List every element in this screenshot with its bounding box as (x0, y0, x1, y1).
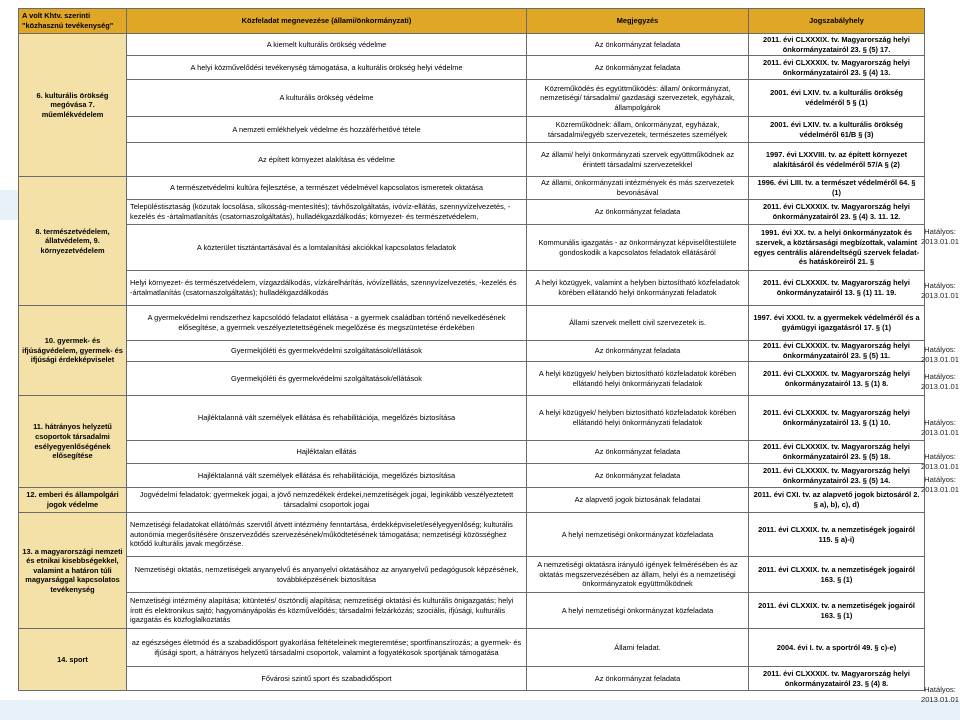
table-row (19, 513, 925, 557)
note-cell: Közreműködnek: állam, önkormányzat, egyházak, társadalmi/egyéb szervezetek, természetes személyek (527, 117, 749, 143)
note-cell: Az önkormányzat feladata (527, 341, 749, 362)
table-row (19, 306, 925, 341)
note-cell: A helyi közügyek/ helyben biztosítható közfeladatok körében ellátandó helyi önkormányzati feladatok (527, 396, 749, 441)
note-cell: Állami feladat. (527, 629, 749, 667)
note-cell: A helyi nemzetiségi önkormányzat közfeladata (527, 513, 749, 557)
effective-date-note: Hatályos: 2013.01.01 (920, 685, 959, 704)
note-cell: A helyi nemzetiségi önkormányzat közfeladata (527, 593, 749, 629)
law-cell: 2011. évi CXI. tv. az alapvető jogok biztosáról 2. § a), b), c), d) (749, 488, 925, 513)
note-cell: Állami szervek mellett civil szervezetek is. (527, 306, 749, 341)
task-cell: Nemzetiségi intézmény alapítása; kitüntetés/ ösztöndíj alapítása; nemzetiségi oktatási és kulturális önigazgatás; helyi írott és elektronikus sajtó; hagyományápolás és közművelődés; társadalmi felzárkózás; szociális, ifjúsági, kulturális igazgatás és közfoglalkoztatás (127, 593, 527, 629)
task-cell: Hajléktalanná vált személyek ellátása és rehabilitációja, megelőzés biztosítása (127, 464, 527, 488)
law-cell: 2011. évi CLXXXIX. tv. Magyarország helyi önkormányzatairól 13. § (1) 8. (749, 362, 925, 396)
effective-date-note: Hatályos: 2013.01.01 (920, 452, 959, 471)
column-header-legal-basis: Jogszabályhely (749, 9, 925, 34)
task-cell: Nemzetiségi oktatás, nemzetiségek anyanyelvű és anyanyelvi oktatásához az anyanyelvű pedagógusok képzésének, továbbképzésének biztosítása (127, 557, 527, 593)
law-cell: 2011. évi CLXXIX. tv. a nemzetiségek jogairól 115. § a)-i) (749, 513, 925, 557)
task-cell: az egészséges életmód és a szabadidősport gyakorlása feltételeinek megteremtése; sportfinanszírozás; a gyermek- és ifjúsági sport, a hátrányos helyzetű társadalmi csoportok, valamint a fogyatékosok sportjának támogatása (127, 629, 527, 667)
law-cell: 2004. évi I. tv. a sportról 49. § c)-e) (749, 629, 925, 667)
column-header-note: Megjegyzés (527, 9, 749, 34)
table-row (19, 271, 925, 306)
note-cell: A helyi közügyek/ helyben biztosítható közfeladatok körében ellátandó helyi önkormányzati feladatok (527, 362, 749, 396)
table-row (19, 396, 925, 441)
task-cell: A nemzeti emlékhelyek védelme és hozzáférhetővé tétele (127, 117, 527, 143)
public-duties-table (18, 8, 925, 691)
table-row (19, 225, 925, 271)
task-cell: Gyermekjóléti és gyermekvédelmi szolgáltatások/ellátások (127, 362, 527, 396)
note-cell: Kommunális igazgatás - az önkormányzat képviselőtestülete gondoskodik a kapcsolatos feladatok ellátásáról (527, 225, 749, 271)
table-header-row (19, 9, 925, 34)
category-cell-sport: 14. sport (19, 629, 127, 691)
category-cell-rights: 12. emberi és állampolgári jogok védelme (19, 488, 127, 513)
task-cell: A gyermekvédelmi rendszerhez kapcsolódó feladatot ellátása - a gyermek családban történő nevelkedésének elősegítése, a gyermek veszélyeztetettségének megelőzése és megszüntetése érdekében (127, 306, 527, 341)
task-cell: Településtisztaság (közutak locsolása, síkosság-mentesítés); távhőszolgáltatás, ivóvíz-ellátás, szennyvízelvezetés, -kezelés és -ártalmatlanítás (csatornaszolgáltatás), hulladékgazdálkodás; környezet- és természetvédelem, (127, 200, 527, 225)
effective-date-note: Hatályos: 2013.01.01 (920, 475, 959, 494)
table-row (19, 56, 925, 80)
law-cell: 2011. évi CLXXXIX. tv. Magyarország helyi önkormányzatairól 23. § (4) 3. 11. 12. (749, 200, 925, 225)
law-cell: 2011. évi CLXXIX. tv. a nemzetiségek jogairól 163. § (1) (749, 593, 925, 629)
note-cell: Közreműködés és együttműködés: állam/ önkormányzat, nemzetiségi/ társadalmi/ gazdasági szervezetek, egyházak, állampolgárok (527, 80, 749, 117)
law-cell: 2011. évi CLXXXIX. tv. Magyarország helyi önkormányzatairól 23. § (5) 14. (749, 464, 925, 488)
table-row (19, 200, 925, 225)
table-row (19, 362, 925, 396)
task-cell: Hajléktalanná vált személyek ellátása és rehabilitációja, megelőzés biztosítása (127, 396, 527, 441)
law-cell: 1997. évi XXXI. tv. a gyermekek védelméről és a gyámügyi igazgatásról 17. § (1) (749, 306, 925, 341)
note-cell: A nemzetiségi oktatásra irányuló igények felmérésében és az oktatás megszervezésében az állam, helyi és a nemzetiségi önkormányzatok együttműködnek (527, 557, 749, 593)
effective-date-note: Hatályos: 2013.01.01 (920, 372, 959, 391)
task-cell: Fővárosi szintű sport és szabadidősport (127, 667, 527, 691)
task-cell: A közterület tisztántartásával és a lomtalanítási akciókkal kapcsolatos feladatok (127, 225, 527, 271)
law-cell: 1991. évi XX. tv. a helyi önkormányzatok és szervek, a köztársasági megbízottak, valamint egyes centrális alárendeltségű szervek feladat- és hatásköreiről 21. § (749, 225, 925, 271)
law-cell: 2011. évi CLXXIX. tv. a nemzetiségek jogairól 163. § (1) (749, 557, 925, 593)
law-cell: 1997. évi LXXVIII. tv. az épített környezet alakításáról és védelméről 57/A § (2) (749, 143, 925, 177)
law-cell: 2011. évi CLXXXIX. tv. Magyarország helyi önkormányzatairól 13. § (1) 10. (749, 396, 925, 441)
note-cell: Az önkormányzat feladata (527, 441, 749, 464)
task-cell: Hajléktalan ellátás (127, 441, 527, 464)
table-row (19, 629, 925, 667)
table-row (19, 441, 925, 464)
law-cell: 2011. évi CLXXXIX. tv. Magyarország helyi önkormányzatairól 23. § (5) 18. (749, 441, 925, 464)
task-cell: A természetvédelmi kultúra fejlesztése, a természet védelmével kapcsolatos ismeretek oktatása (127, 177, 527, 200)
background-stripe-bottom (0, 700, 960, 720)
table-row (19, 117, 925, 143)
note-cell: Az alapvető jogok biztosának feladatai (527, 488, 749, 513)
task-cell: Az épített környezet alakítása és védelme (127, 143, 527, 177)
category-cell-minorities: 13. a magyarországi nemzeti és etnikai kisebbségekkel, valamint a határon túli magyarsággal kapcsolatos tevékenység (19, 513, 127, 629)
task-cell: Helyi környezet- és természetvédelem, vízgazdálkodás, vízkárelhárítás, ivóvízellátás, szennyvízelvezetés, -kezelés és -ártalmatlanítás (csatornaszolgáltatás); hulladékgazdálkodás (127, 271, 527, 306)
law-cell: 2011. évi CLXXXIX. tv. Magyarország helyi önkormányzatairól 23. § (4) 8. (749, 667, 925, 691)
table-row (19, 80, 925, 117)
effective-date-note: Hatályos: 2013.01.01 (920, 281, 959, 300)
table-row (19, 667, 925, 691)
column-header-task: Közfeladat megnevezése (állami/önkormányzati) (127, 9, 527, 34)
table-row (19, 143, 925, 177)
note-cell: Az állami, önkormányzati intézmények és más szervezetek bevonásával (527, 177, 749, 200)
law-cell: 2011. évi CLXXXIX. tv. Magyarország helyi önkormányzatairól 23. § (5) 11. (749, 341, 925, 362)
note-cell: Az önkormányzat feladata (527, 667, 749, 691)
law-cell: 2001. évi LXIV. tv. a kulturális örökség védelméről 5 § (1) (749, 80, 925, 117)
duties-table-wrapper (18, 8, 924, 691)
note-cell: Az önkormányzat feladata (527, 200, 749, 225)
table-row (19, 488, 925, 513)
task-cell: A kulturális örökség védelme (127, 80, 527, 117)
law-cell: 2011. évi CLXXXIX. tv. Magyarország helyi önkormányzatairól 23. § (5) 17. (749, 34, 925, 56)
category-cell-environment: 8. természetvédelem, állatvédelem, 9. környezetvédelem (19, 177, 127, 306)
task-cell: A helyi közművelődési tevékenység támogatása, a kulturális örökség helyi védelme (127, 56, 527, 80)
table-row (19, 34, 925, 56)
law-cell: 1996. évi LIII. tv. a természet védelméről 64. § (1) (749, 177, 925, 200)
background-stripe-top (0, 190, 18, 220)
effective-date-note: Hatályos: 2013.01.01 (920, 418, 959, 437)
law-cell: 2011. évi CLXXXIX. tv. Magyarország helyi önkormányzatairól 23. § (4) 13. (749, 56, 925, 80)
category-cell-culture: 6. kulturális örökség megóvása 7. műemlékvédelem (19, 34, 127, 177)
table-row (19, 177, 925, 200)
table-row (19, 341, 925, 362)
effective-date-note: Hatályos: 2013.01.01 (920, 227, 959, 246)
table-row (19, 464, 925, 488)
table-row (19, 593, 925, 629)
note-cell: A helyi közügyek, valamint a helyben biztosítható közfeladatok körében ellátandó helyi önkormányzati feladatok (527, 271, 749, 306)
table-row (19, 557, 925, 593)
task-cell: Nemzetiségi feladatokat ellátó/más szervtől átvett intézmény fenntartása, érdekképviselet/esélyegyenlőség; kulturális autonómia megerősítésére önszerveződés szervezésének/működtetésének támogatása; nemzetiségi közösséghez kötődő kulturális javak megőrzése. (127, 513, 527, 557)
note-cell: Az állami/ helyi önkormányzati szervek együttműködnek az érintett társadalmi szervezetekkel (527, 143, 749, 177)
note-cell: Az önkormányzat feladata (527, 464, 749, 488)
note-cell: Az önkormányzat feladata (527, 56, 749, 80)
category-cell-equal-opportunity: 11. hátrányos helyzetű csoportok társadalmi esélyegyenlőségének elősegítése (19, 396, 127, 488)
effective-date-note: Hatályos: 2013.01.01 (920, 345, 959, 364)
law-cell: 2011. évi CLXXXIX. tv. Magyarország helyi önkormányzatairól 13. § (1) 11. 19. (749, 271, 925, 306)
note-cell: Az önkormányzat feladata (527, 34, 749, 56)
task-cell: Gyermekjóléti és gyermekvédelmi szolgáltatások/ellátások (127, 341, 527, 362)
column-header-former-activity: A volt Khtv. szerinti "közhasznú tevékenység" (19, 9, 127, 34)
task-cell: Jogvédelmi feladatok: gyermekek jogai, a jövő nemzedékek érdekei,nemzetiségek jogai, leginkább veszélyeztetett társadalmi csoportok jogai (127, 488, 527, 513)
law-cell: 2001. évi LXIV. tv. a kulturális örökség védelméről 61/B § (3) (749, 117, 925, 143)
task-cell: A kiemelt kulturális örökség védelme (127, 34, 527, 56)
category-cell-youth: 10. gyermek- és ifjúságvédelem, gyermek- és ifjúsági érdekképviselet (19, 306, 127, 396)
